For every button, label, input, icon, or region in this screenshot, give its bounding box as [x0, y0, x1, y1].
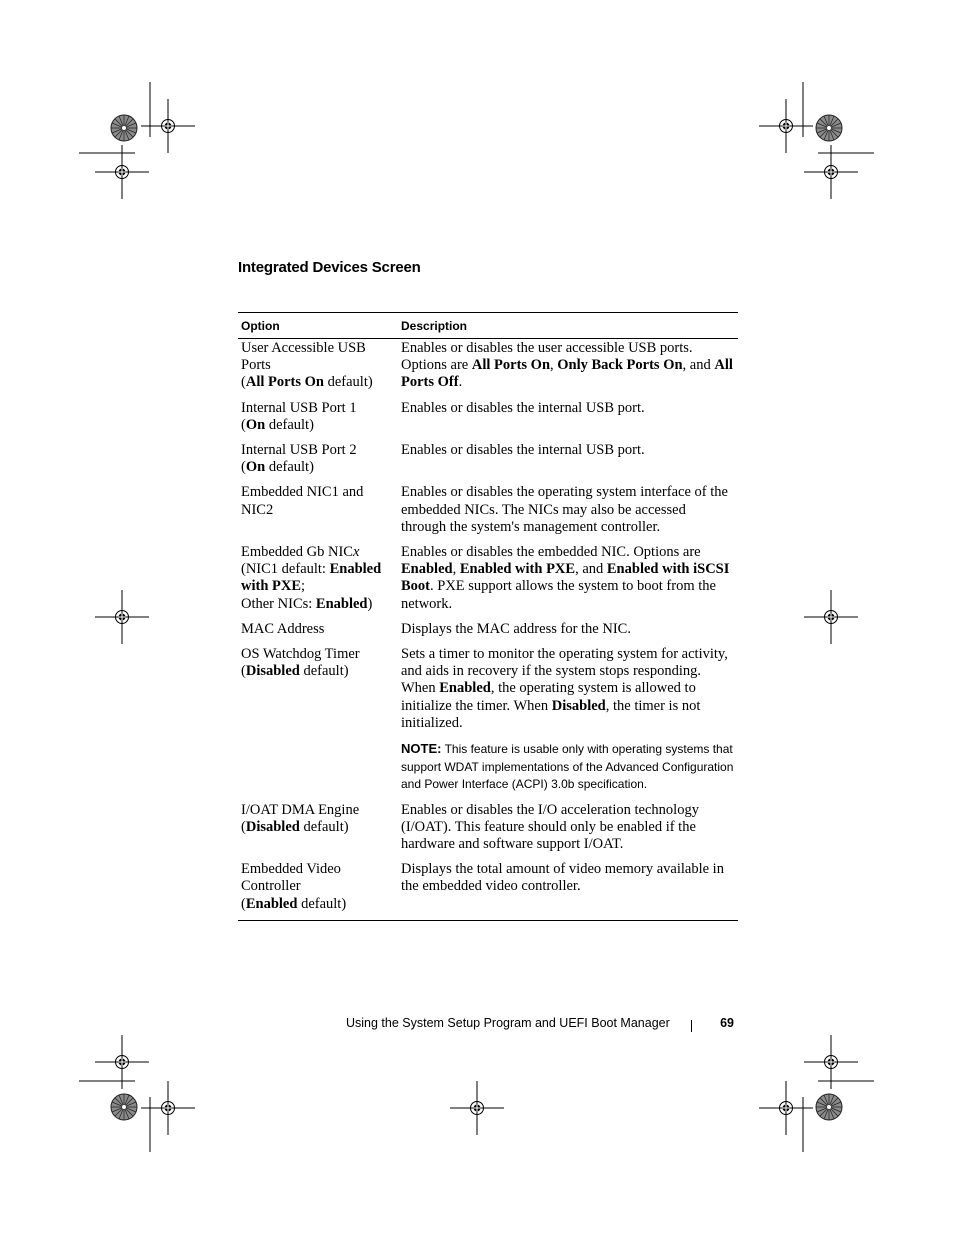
description-cell: Enables or disables the operating system interface of the embedded NICs. The NICs may also be accessed through the system's management controller.: [401, 484, 728, 535]
option-cell: Internal USB Port 1 (On default): [241, 399, 357, 433]
option-cell: Embedded Gb NICx (NIC1 default: Enabled with PXE; Other NICs: Enabled): [241, 544, 382, 612]
table-row: [238, 646, 738, 794]
description-cell: Displays the MAC address for the NIC.: [401, 620, 631, 637]
option-cell: OS Watchdog Timer (Disabled default): [241, 646, 360, 680]
option-cell: Embedded Video Controller (Enabled default): [241, 861, 347, 912]
option-cell: I/OAT DMA Engine (Disabled default): [241, 801, 360, 835]
table-row: [238, 621, 738, 638]
footer-chapter-title: Using the System Setup Program and UEFI Boot Manager: [346, 1016, 670, 1030]
table-row: [238, 861, 738, 920]
column-header-description: Description: [401, 318, 468, 333]
section-title: Integrated Devices Screen: [238, 259, 421, 276]
table-row: [238, 802, 738, 854]
page-number: 69: [720, 1016, 734, 1030]
option-cell: Internal USB Port 2 (On default): [241, 442, 357, 476]
description-cell: Enables or disables the internal USB port.: [401, 399, 645, 416]
table-row: [238, 484, 738, 536]
description-cell: Enables or disables the user accessible USB ports. Options are All Ports On, Only Back Ports On, and All Ports Off.: [401, 340, 733, 391]
option-cell: User Accessible USB Ports (All Ports On default): [241, 340, 373, 391]
table-row: [238, 544, 738, 613]
options-table: [238, 312, 738, 921]
column-header-option: Option: [241, 318, 280, 333]
note-text: This feature is usable only with operating systems that support WDAT implementations of the Advanced Configuration and Power Interface (ACPI) 3.0b specification.: [401, 742, 734, 792]
table-header-row: [238, 313, 738, 339]
footer-divider: [691, 1020, 692, 1032]
note-box: [401, 740, 734, 794]
table-row: [238, 442, 738, 476]
option-cell: MAC Address: [241, 620, 325, 637]
description-cell: Enables or disables the internal USB port.: [401, 442, 645, 459]
description-cell: Enables or disables the I/O acceleration technology (I/OAT). This feature should only be enabled if the hardware and software support I/OAT.: [401, 801, 699, 852]
table-row: [238, 400, 738, 434]
table-row: [238, 340, 738, 392]
description-cell: Enables or disables the embedded NIC. Options are Enabled, Enabled with PXE, and Enabled with iSCSI Boot. PXE support allows the system to boot from the network.: [401, 544, 730, 612]
description-cell: Displays the total amount of video memory available in the embedded video controller.: [401, 861, 724, 895]
note-label: NOTE:: [401, 741, 442, 757]
description-cell: Sets a timer to monitor the operating system for activity, and aids in recovery if the system stops responding. When Enabled, the operating system is allowed to initialize the timer. When Disabled, the timer is not initialized. NOTE: This feature is usable only with operating systems that support WDAT implementations of the Advanced Configuration and Power Interface (ACPI) 3.0b specification.: [398, 646, 738, 794]
option-cell: Embedded NIC1 and NIC2: [241, 484, 364, 518]
